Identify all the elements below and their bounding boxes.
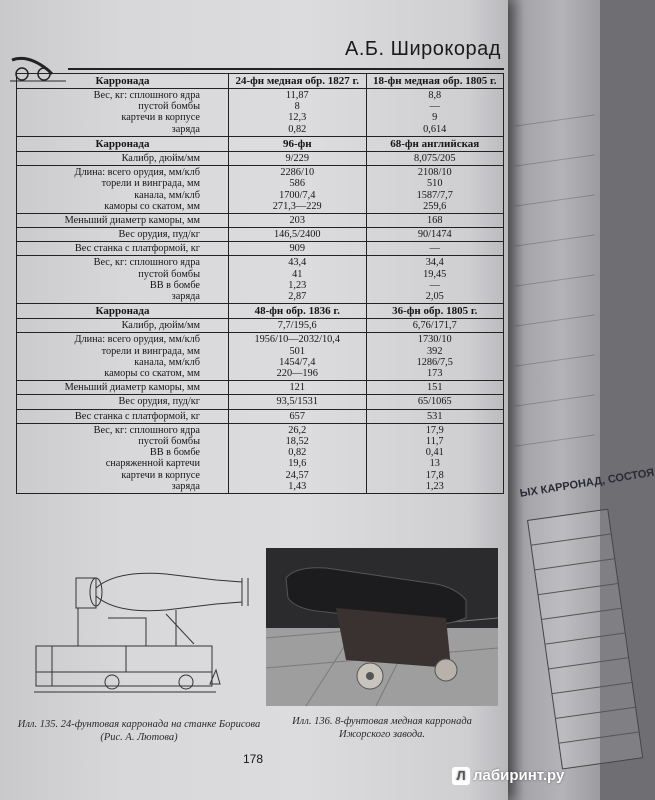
cell-line: 1286/7,5 — [416, 356, 453, 368]
table-row — [17, 423, 504, 493]
cell-line: 24,57 — [285, 469, 309, 481]
cell-line: — — [429, 279, 440, 291]
table-cell — [366, 381, 504, 395]
table-cell — [366, 89, 504, 137]
table-cell — [366, 213, 504, 227]
table-cell — [229, 228, 367, 242]
table-cell — [17, 256, 229, 304]
cell-line: 34,4 — [425, 257, 444, 269]
cell-line: 0,82 — [288, 447, 307, 459]
cell-line: 1956/10—2032/10,4 — [254, 334, 341, 346]
cell-line: Вес, кг: сплошного ядра — [93, 257, 200, 269]
table-row — [17, 381, 504, 395]
cell-line: 0,41 — [425, 447, 444, 459]
table-cell — [229, 319, 367, 333]
table-cell — [366, 409, 504, 423]
cell-line: 1587/7,7 — [416, 189, 453, 201]
cell-line: 1454/7,4 — [279, 356, 316, 368]
labyrinth-logo-icon: Л — [452, 767, 470, 785]
page-number: 178 — [243, 752, 264, 766]
cell-line: 168 — [427, 214, 443, 226]
cell-line: ВВ в бомбе — [149, 279, 200, 291]
table-cell — [366, 333, 504, 381]
cell-line: 203 — [289, 214, 305, 226]
cell-line: 1700/7,4 — [279, 189, 316, 201]
table-row — [17, 151, 504, 165]
cell-line: 8,8 — [428, 90, 442, 102]
table-header-row — [17, 304, 504, 319]
cell-line: 2,87 — [288, 291, 307, 302]
table-cell — [229, 381, 367, 395]
table-cell — [366, 319, 504, 333]
table-cell — [17, 333, 229, 381]
cell-line: 531 — [427, 410, 443, 422]
table-cell — [17, 166, 229, 214]
table-row — [17, 319, 504, 333]
cell-line: 657 — [289, 410, 305, 422]
cell-line: 93,5/1531 — [276, 396, 318, 408]
cell-line: 8 — [294, 101, 300, 113]
cell-line: заряда — [171, 291, 200, 302]
cell-line: 43,4 — [288, 257, 307, 269]
cell-line: 1,23 — [425, 480, 444, 492]
cell-line: Вес станка с платформой, кг — [74, 410, 200, 422]
cell-line: Калибр, дюйм/мм — [121, 320, 200, 332]
table-header-cell: Карронада — [17, 304, 229, 319]
header-rule — [68, 68, 504, 70]
table-row — [17, 166, 504, 214]
table-cell — [366, 256, 504, 304]
figure-caption-left: Илл. 135. 24-фунтовая карронада на станке Борисова (Рис. А. Лютова) — [17, 719, 261, 744]
table-cell — [17, 89, 229, 137]
cell-line: заряда — [171, 480, 200, 492]
table-row — [17, 228, 504, 242]
table-cell — [17, 423, 229, 493]
next-page-heading: ЫХ КАРРОНАД, СОСТОЯ — [519, 466, 655, 500]
cell-line: канала, мм/клб — [134, 356, 200, 368]
table-cell — [229, 166, 367, 214]
cell-line: Вес, кг: сплошного ядра — [93, 90, 200, 102]
watermark-text: лабиринт.ру — [473, 767, 565, 784]
cell-line: 1,43 — [288, 480, 307, 492]
table-row — [17, 409, 504, 423]
table-cell — [229, 213, 367, 227]
carronade-drawing — [16, 548, 256, 718]
table-header-cell: 68-фн английская — [366, 136, 504, 151]
cell-line: 9/229 — [285, 152, 309, 164]
table-cell — [229, 256, 367, 304]
carronade-photo — [266, 548, 498, 706]
cell-line: канала, мм/клб — [134, 189, 200, 201]
table-header-cell: Карронада — [17, 74, 229, 89]
table-header-row — [17, 74, 504, 89]
cell-line: 1730/10 — [417, 334, 452, 346]
cell-line: картечи в корпусе — [121, 469, 200, 481]
table-row — [17, 242, 504, 256]
cell-line: Калибр, дюйм/мм — [121, 152, 200, 164]
cell-line: 18,52 — [285, 435, 309, 447]
cell-line: 7,7/195,6 — [277, 320, 317, 332]
table-cell — [17, 319, 229, 333]
cell-line: 510 — [427, 178, 443, 190]
cell-line: 151 — [427, 382, 443, 394]
cell-line: 271,3—229 — [272, 200, 322, 212]
cell-line: 0,82 — [288, 123, 307, 135]
table-row — [17, 89, 504, 137]
cell-line: 41 — [292, 268, 303, 280]
table-cell — [366, 166, 504, 214]
table-cell — [229, 89, 367, 137]
cell-line: 146,5/2400 — [273, 229, 321, 241]
cell-line: 90/1474 — [417, 229, 452, 241]
cell-line: 8,075/205 — [414, 152, 456, 164]
cell-line: 65/1065 — [417, 396, 452, 408]
table-cell — [17, 213, 229, 227]
table-row — [17, 256, 504, 304]
cell-line: 392 — [427, 345, 443, 357]
cell-line: 173 — [427, 368, 443, 380]
cell-line: Длина: всего орудия, мм/клб — [74, 167, 200, 179]
cell-line: торели и винграда, мм — [101, 345, 200, 357]
table-cell — [17, 228, 229, 242]
cell-line: 2108/10 — [417, 167, 452, 179]
cell-line: торели и винграда, мм — [101, 178, 200, 190]
cell-line: 586 — [289, 178, 305, 190]
cell-line: ВВ в бомбе — [149, 447, 200, 459]
table-cell — [17, 395, 229, 409]
cell-line: 9 — [432, 112, 438, 124]
cell-line: пустой бомбы — [138, 268, 200, 280]
table-cell — [229, 242, 367, 256]
table-header-cell: 24-фн медная обр. 1827 г. — [229, 74, 367, 89]
next-page-table — [527, 509, 643, 770]
table-header-cell: Карронада — [17, 136, 229, 151]
table-cell — [17, 381, 229, 395]
cell-line: картечи в корпусе — [121, 112, 200, 124]
table-cell — [366, 242, 504, 256]
cell-line: снаряженной картечи — [105, 458, 200, 470]
cell-line: 259,6 — [423, 200, 447, 212]
table-header-cell: 36-фн обр. 1805 г. — [366, 304, 504, 319]
table-row — [17, 395, 504, 409]
table-header-row — [17, 136, 504, 151]
cell-line: 2286/10 — [280, 167, 315, 179]
cell-line: 121 — [289, 382, 305, 394]
table-cell — [229, 423, 367, 493]
adjacent-page — [505, 0, 655, 800]
table-row — [17, 333, 504, 381]
table-cell — [229, 409, 367, 423]
table-cell — [229, 333, 367, 381]
cell-line: заряда — [171, 123, 200, 135]
table-cell — [17, 409, 229, 423]
cell-line: 0,614 — [423, 123, 447, 135]
cell-line: 1,23 — [288, 279, 307, 291]
table-cell — [366, 151, 504, 165]
table-header-cell: 96-фн — [229, 136, 367, 151]
author-header: А.Б. Широкорад — [345, 38, 501, 60]
table-cell — [17, 151, 229, 165]
cell-line: 11,7 — [425, 435, 444, 447]
cell-line: 17,9 — [425, 424, 444, 436]
cell-line: 220—196 — [276, 368, 318, 380]
cell-line: каморы со скатом, мм — [104, 200, 200, 212]
cell-line: Вес, кг: сплошного ядра — [93, 424, 200, 436]
table-cell — [229, 395, 367, 409]
cell-line: пустой бомбы — [138, 435, 200, 447]
cell-line: Меньший диаметр каморы, мм — [64, 214, 200, 226]
cell-line: пустой бомбы — [138, 101, 200, 113]
table-header-cell: 48-фн обр. 1836 г. — [229, 304, 367, 319]
cell-line: 6,76/171,7 — [412, 320, 457, 332]
cell-line: 909 — [289, 243, 305, 255]
cell-line: Меньший диаметр каморы, мм — [64, 382, 200, 394]
cell-line: 2,05 — [425, 291, 444, 302]
carronade-table — [16, 73, 504, 494]
figure-caption-right: Илл. 136. 8-фунтовая медная карронада Ижорского завода. — [292, 716, 472, 741]
cell-line: — — [429, 101, 440, 113]
table-cell — [229, 151, 367, 165]
cell-line: 13 — [429, 458, 440, 470]
cell-line: Вес станка с платформой, кг — [74, 243, 200, 255]
table-row — [17, 213, 504, 227]
table-cell — [366, 395, 504, 409]
cell-line: 19,45 — [423, 268, 447, 280]
table-header-cell: 18-фн медная обр. 1805 г. — [366, 74, 504, 89]
cell-line: 12,3 — [288, 112, 307, 124]
cell-line: — — [429, 243, 440, 255]
cell-line: 19,6 — [288, 458, 307, 470]
watermark — [452, 767, 564, 785]
table-cell — [366, 228, 504, 242]
cell-line: 11,87 — [285, 90, 309, 102]
cell-line: каморы со скатом, мм — [104, 368, 200, 380]
cell-line: Вес орудия, пуд/кг — [118, 229, 200, 241]
cell-line: Длина: всего орудия, мм/клб — [74, 334, 200, 346]
table-cell — [366, 423, 504, 493]
cell-line: 17,8 — [425, 469, 444, 481]
cell-line: Вес орудия, пуд/кг — [118, 396, 200, 408]
table-cell — [17, 242, 229, 256]
cell-line: 501 — [289, 345, 305, 357]
cell-line: 26,2 — [288, 424, 307, 436]
